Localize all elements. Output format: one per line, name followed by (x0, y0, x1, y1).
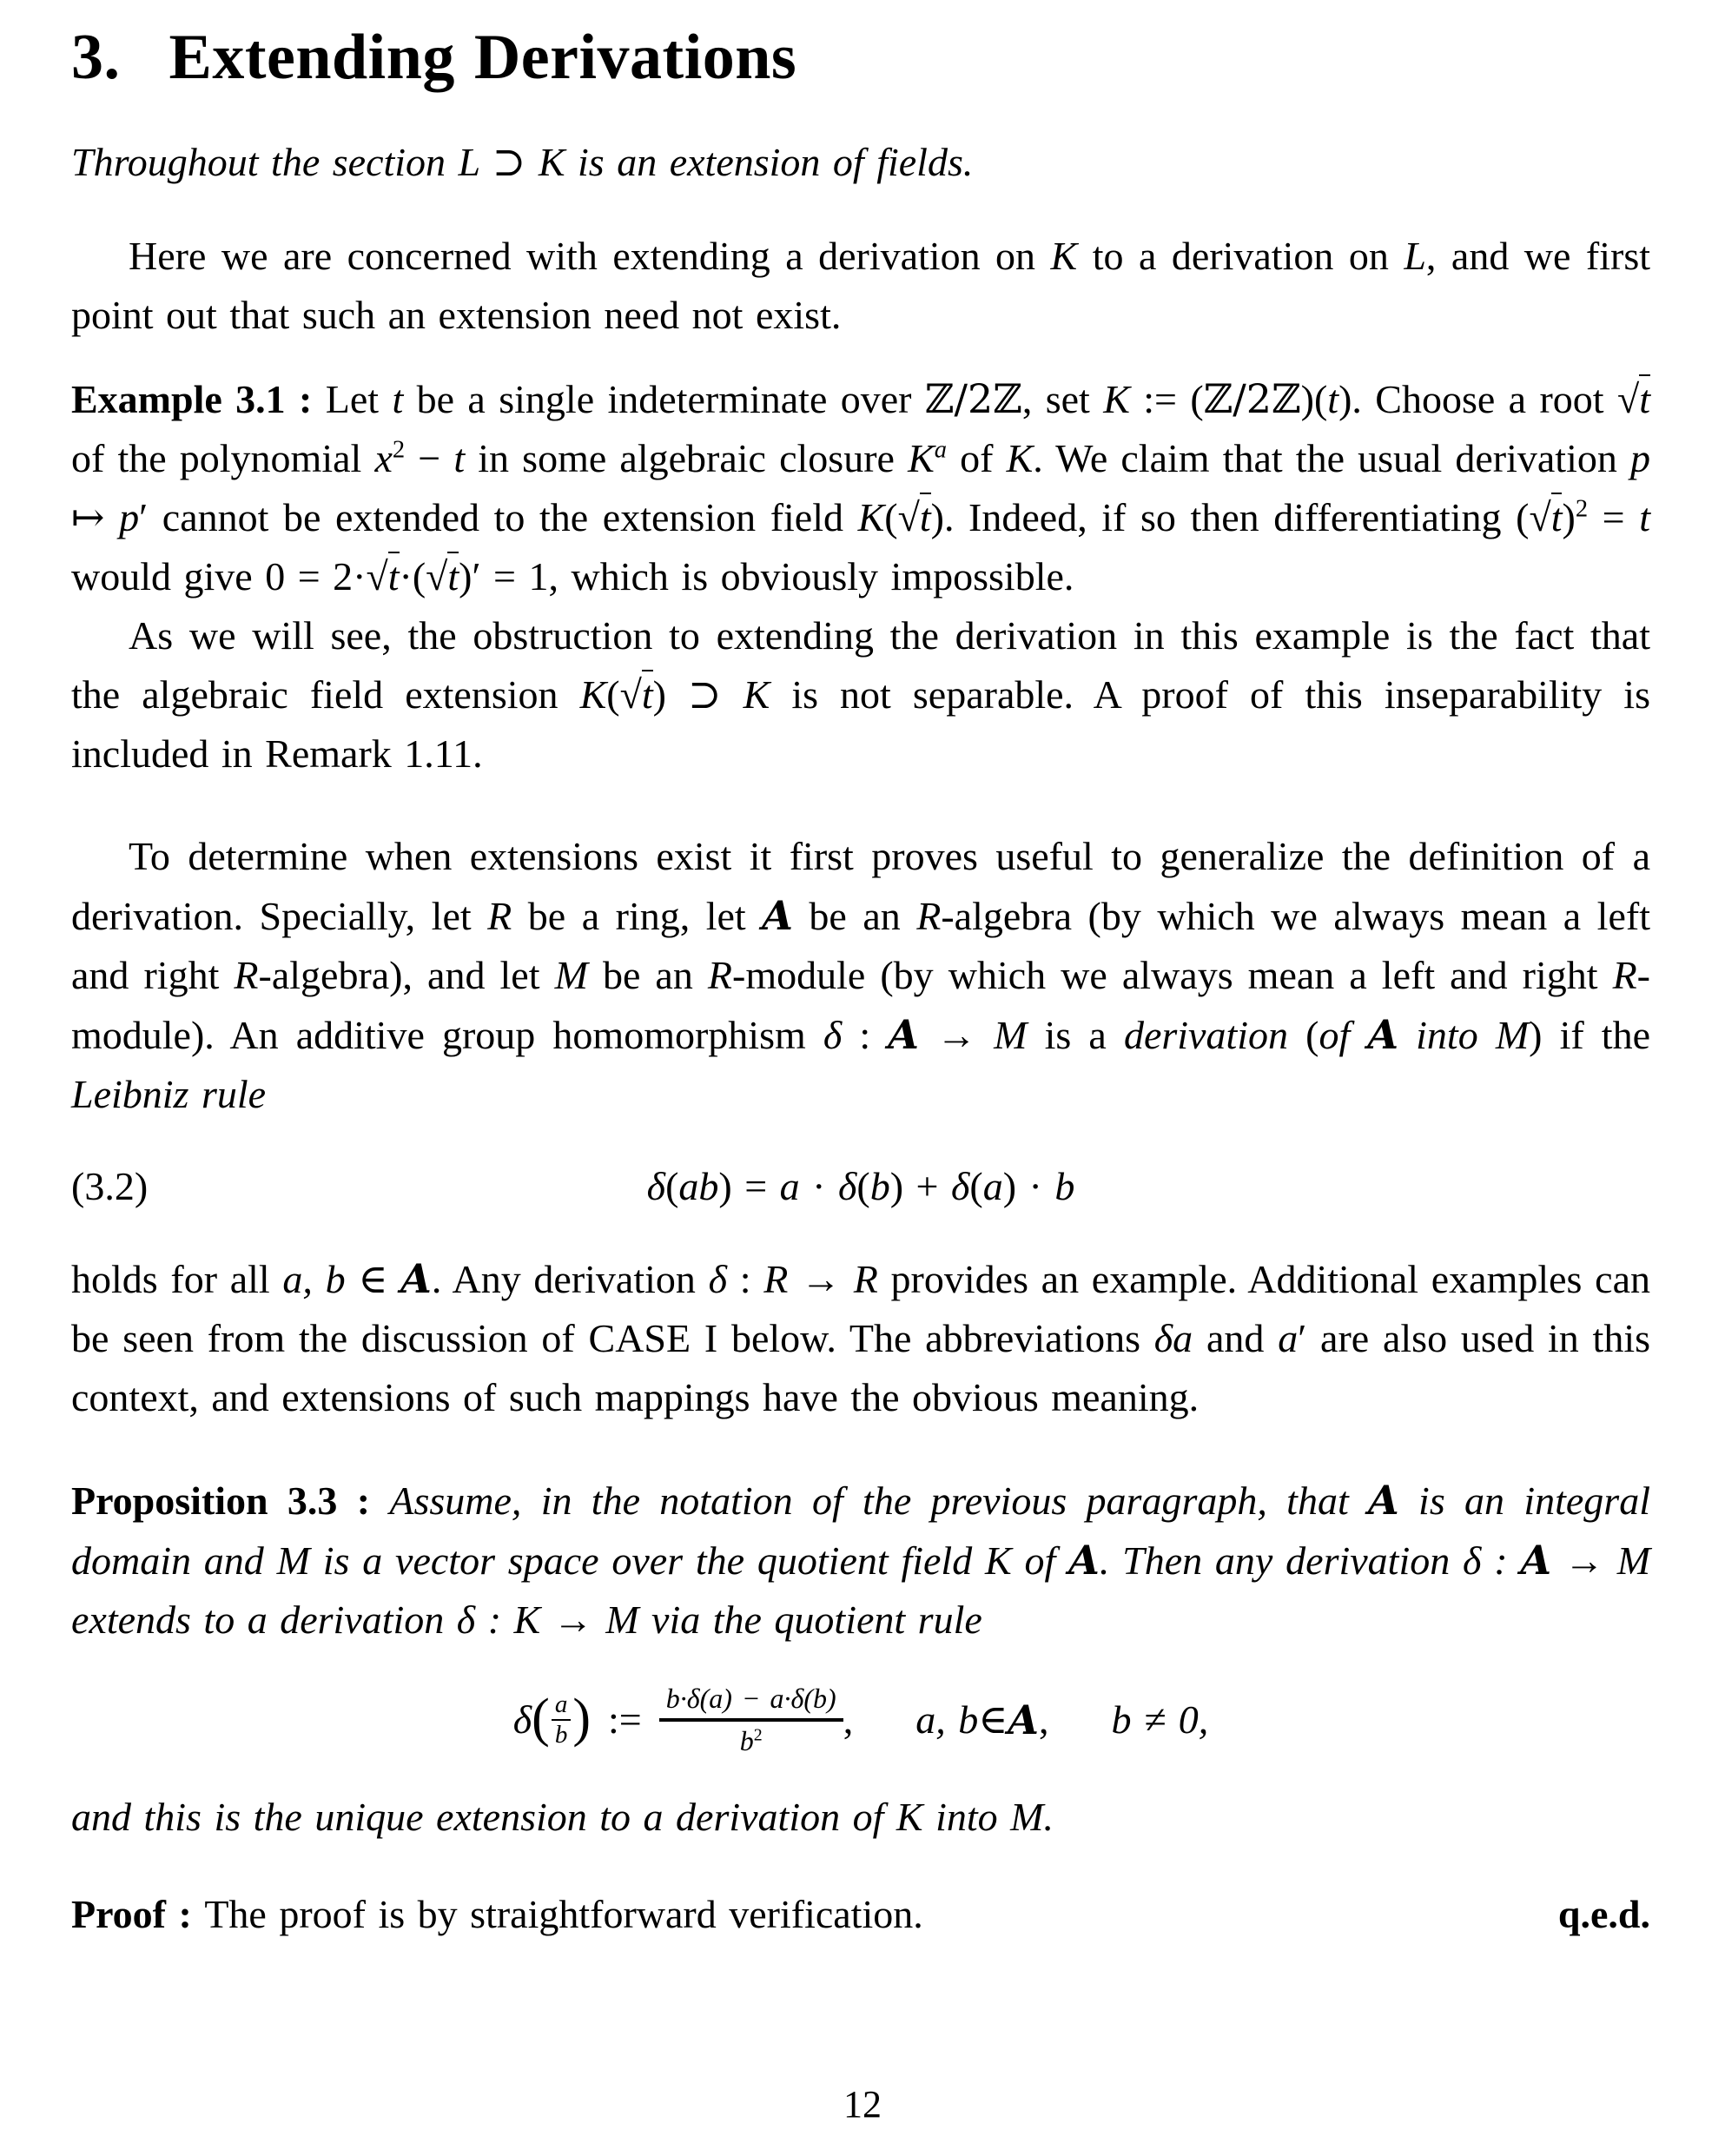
text-run: √ (619, 672, 642, 718)
text-run: a (1278, 1316, 1299, 1361)
text-run: ℤ/2ℤ (1203, 375, 1301, 423)
example-3-1 (71, 369, 1650, 606)
text-run: be an (587, 953, 708, 998)
text-run: R (487, 894, 512, 939)
text-run: are also used in this context, and extensions of such mappings have the obvious meaning. (71, 1316, 1651, 1420)
text-run: of (947, 436, 1007, 481)
text-run: := ( (1129, 377, 1204, 422)
text-run: R (763, 1257, 789, 1302)
text-run: M (1616, 1538, 1651, 1584)
text-run: M (276, 1538, 310, 1584)
text-run: δ (708, 1257, 727, 1302)
text-run: A (1367, 1011, 1399, 1059)
equation-formula (647, 1164, 1075, 1208)
qr-denominator (740, 1722, 763, 1758)
text-run: K (579, 672, 607, 718)
proof-statement (71, 1885, 923, 1944)
text-run: t (1327, 377, 1339, 422)
qr-delta: δ (512, 1696, 532, 1742)
text-run: √ (897, 495, 920, 540)
text-run: √ (1529, 495, 1551, 540)
text-run: → (918, 1013, 995, 1058)
qr-cond-ab: a, b (915, 1696, 979, 1742)
text-run: L (1404, 234, 1426, 279)
text-run: t (392, 377, 404, 422)
qr-cond-nonzero: b ≠ 0, (1111, 1696, 1209, 1742)
text-run: is an integral domain and (71, 1478, 1650, 1584)
text-run: and (1193, 1316, 1279, 1361)
text-run: Assume, in the notation of the previous paragraph, that (389, 1478, 1369, 1524)
text-run: δ (646, 1164, 666, 1209)
text-run: provides an example. Additional examples can be seen from the discussion of CASE I below. The abbreviations (71, 1257, 1650, 1361)
text-run: K (1050, 234, 1078, 279)
text-run: t (447, 552, 459, 599)
text-run: 2 (1575, 496, 1589, 524)
text-run: a (779, 1164, 800, 1209)
text-run: R (1612, 953, 1637, 998)
text-run: 2 (392, 437, 406, 465)
text-run: = (1588, 495, 1640, 540)
text-run: R (853, 1257, 878, 1302)
text-run: √ (426, 554, 448, 599)
text-run: of the polynomial (71, 436, 375, 481)
text-run: K (985, 1538, 1012, 1584)
text-run: , and we first point out that such an extension need not exist. (71, 234, 1651, 338)
text-run: → (1551, 1538, 1617, 1584)
text-run: As we will see, the obstruction to extending the derivation in this example is the fact that the algebraic field extension (71, 613, 1650, 718)
text-run: b (869, 1164, 890, 1209)
text-run: ) (1562, 495, 1576, 540)
text-run (1478, 1013, 1496, 1057)
text-run: ) ⊃ (652, 672, 744, 718)
qr-membership-symbol: ∈ (978, 1696, 1008, 1742)
text-run: A (1368, 1477, 1399, 1524)
text-run: √ (366, 554, 388, 599)
text-run: a, b (282, 1257, 346, 1302)
text-run: → (540, 1597, 606, 1643)
text-run: t (1639, 495, 1650, 540)
text-run: δ (456, 1597, 476, 1643)
paragraph-generalize (71, 827, 1650, 1124)
text-run: M (605, 1597, 639, 1643)
text-run: b (1054, 1164, 1075, 1209)
text-run: K (1006, 436, 1034, 481)
text-run: . Any derivation (431, 1257, 709, 1302)
text-run: : (475, 1597, 514, 1643)
text-run: R (916, 894, 942, 939)
text-run: be a single indeterminate over (403, 377, 925, 422)
section-heading (71, 23, 1650, 93)
text-run: → (788, 1257, 854, 1302)
qr-numerator: b·δ(a) − a·δ(b) (659, 1681, 843, 1722)
paragraph-obstruction (71, 606, 1650, 784)
qr-denominator-exponent: 2 (753, 1725, 763, 1745)
text-run: ′ (139, 495, 149, 540)
page-number: 12 (843, 2083, 882, 2126)
text-run: . We claim that the usual derivation (1033, 436, 1630, 481)
text-run: is a vector space over the quotient field (309, 1538, 986, 1584)
text-run: )( (1300, 377, 1328, 422)
text-run: t (388, 552, 400, 599)
text-run: into (1416, 1013, 1478, 1058)
text-run: ( (856, 1164, 870, 1209)
text-run: x (374, 436, 393, 481)
proof-line (71, 1885, 1650, 1944)
text-run: ( (606, 672, 620, 718)
text-run: ) · (1002, 1164, 1055, 1209)
text-run: derivation (1123, 1013, 1289, 1058)
text-run: ) = (718, 1164, 780, 1209)
text-run: A (1520, 1537, 1552, 1584)
text-run: -module). An additive group homomorphism (71, 953, 1650, 1058)
text-run: M (994, 1013, 1028, 1058)
text-run: extends to a derivation (71, 1597, 457, 1643)
qr-close-paren: ) (572, 1688, 591, 1748)
text-run: p (1630, 436, 1650, 481)
text-run: would give 0 = 2· (71, 554, 367, 599)
text-run: be an (792, 894, 917, 939)
qr-denominator-base: b (739, 1725, 754, 1757)
text-run: ↦ (71, 495, 120, 540)
text-run: a (982, 1164, 1003, 1209)
qr-small-fraction (552, 1690, 572, 1749)
text-run: is a (1027, 1013, 1124, 1058)
equation-3-2 (71, 1157, 1650, 1216)
qr-small-denominator: b (554, 1721, 568, 1749)
proposition-3-3 (71, 1471, 1650, 1650)
text-run: Leibniz rule (71, 1072, 267, 1117)
text-run: a (934, 437, 948, 465)
qr-small-numerator: a (552, 1690, 572, 1721)
text-run: − (405, 436, 454, 481)
text-run: t (920, 493, 931, 539)
text-run: ′ (1298, 1316, 1307, 1361)
text-run: ) + (889, 1164, 951, 1209)
qr-open-paren: ( (532, 1688, 550, 1748)
intro-note: Throughout the section L ⊃ K is an extension of fields. (71, 140, 974, 185)
qr-main-fraction (659, 1681, 843, 1758)
text-run: A (888, 1011, 919, 1059)
text-run: via the quotient rule (638, 1597, 982, 1643)
text-run: δ (1463, 1538, 1482, 1584)
proof-label: Proof : (71, 1892, 205, 1937)
proof-text: The proof is by straightforward verification. (204, 1892, 923, 1937)
text-run (1398, 1013, 1416, 1057)
text-run: K (743, 672, 770, 718)
text-run: : (727, 1257, 764, 1302)
text-run: : (842, 1013, 889, 1058)
text-run: in some algebraic closure (465, 436, 909, 481)
text-run: K (513, 1597, 541, 1643)
text-run: A (400, 1255, 432, 1303)
text-run (1350, 1013, 1367, 1057)
text-run: K (908, 436, 935, 481)
text-run: ℤ/2ℤ (924, 375, 1022, 423)
text-run: Let (325, 377, 393, 422)
text-run: δa (1153, 1316, 1193, 1361)
text-run: -algebra), and let (258, 953, 555, 998)
text-run: √ (1616, 377, 1640, 422)
proposition-label: Proposition 3.3 : (71, 1478, 390, 1524)
text-run: of (1011, 1538, 1069, 1584)
text-run: A (1068, 1537, 1100, 1584)
equation-tag: (3.2) (71, 1164, 149, 1209)
text-run: A (762, 892, 793, 940)
text-run: cannot be extended to the extension field (148, 495, 858, 540)
text-run: ( (884, 495, 898, 540)
qr-comma-2: , (1038, 1696, 1049, 1742)
quotient-rule-formula (71, 1681, 1650, 1758)
text-run: To determine when extensions exist it first proves useful to generalize the definition of a derivation. Specially, let (71, 834, 1650, 939)
text-run: ab (678, 1164, 719, 1209)
text-run: R (234, 953, 259, 998)
text-run: ( (665, 1164, 679, 1209)
text-run: t (1551, 493, 1563, 539)
text-run: M (1495, 1013, 1530, 1058)
text-run: ) if the (1529, 1013, 1650, 1058)
text-run: ( (1288, 1013, 1319, 1058)
text-run: · (799, 1164, 838, 1209)
text-run: t (453, 436, 466, 481)
text-run: t (1639, 374, 1650, 421)
text-run: )′ = 1, which is obviously impossible. (459, 554, 1074, 599)
text-run: is not separable. A proof of this inseparability is included in Remark 1.11. (71, 672, 1650, 777)
text-run: δ (950, 1164, 970, 1209)
paragraph-concern (71, 227, 1650, 345)
unique-extension-note: and this is the unique extension to a derivation of K into M. (71, 1795, 1054, 1840)
qr-script-a: A (1008, 1696, 1039, 1743)
text-run: to a derivation on (1077, 234, 1404, 279)
text-run: R (707, 953, 732, 998)
qr-comma: , (843, 1696, 854, 1742)
text-run: . Then any derivation (1099, 1538, 1464, 1584)
text-run: δ (823, 1013, 843, 1058)
example-label: Example 3.1 : (71, 377, 326, 422)
text-run: -algebra (by which we always mean a left and right (71, 894, 1650, 998)
paragraph-holds (71, 1249, 1650, 1427)
text-run: K (1103, 377, 1130, 422)
text-run: p (119, 495, 140, 540)
text-run: : (1481, 1538, 1521, 1584)
text-run: of (1319, 1013, 1351, 1058)
section-title: Extending Derivations (169, 22, 797, 93)
text-run: M (554, 953, 588, 998)
text-run: δ (837, 1164, 857, 1209)
text-run: Here we are concerned with extending a derivation on (129, 234, 1051, 279)
qr-assign-symbol: := (607, 1696, 642, 1742)
text-run: K (857, 495, 885, 540)
text-run: , set (1021, 377, 1104, 422)
text-run: -module (by which we always mean a left and right (732, 953, 1613, 998)
text-run: ∈ (345, 1257, 401, 1302)
text-run: ( (969, 1164, 983, 1209)
text-run: be a ring, let (512, 894, 763, 939)
text-run: holds for all (71, 1257, 283, 1302)
qed-label: q.e.d. (1557, 1892, 1650, 1937)
text-run: ). Indeed, if so then differentiating ( (930, 495, 1530, 540)
text-run: ·( (399, 554, 426, 599)
section-number: 3. (71, 22, 121, 93)
text-run: t (642, 670, 653, 717)
text-run: ). Choose a root (1338, 377, 1617, 422)
